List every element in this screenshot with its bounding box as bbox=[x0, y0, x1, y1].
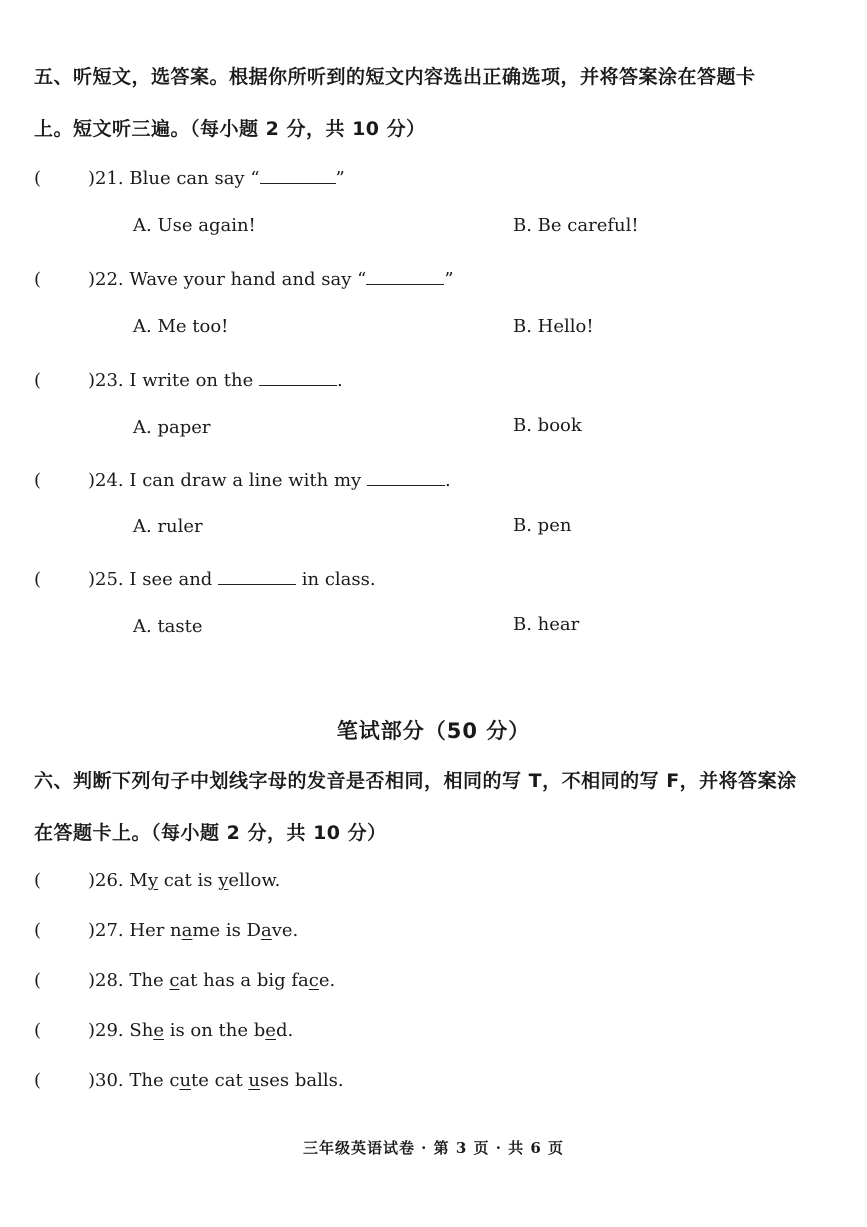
option-a[interactable]: A. paper bbox=[133, 417, 211, 438]
option-b[interactable]: B. hear bbox=[513, 614, 580, 635]
question-number: )21. bbox=[88, 168, 124, 189]
sentence-part: te cat bbox=[191, 1070, 249, 1091]
question-23 bbox=[34, 367, 343, 391]
answer-blank bbox=[260, 165, 336, 184]
question-number: )27. bbox=[88, 920, 124, 941]
underlined-letter: e bbox=[265, 1020, 276, 1041]
sentence-part: d. bbox=[275, 1020, 294, 1041]
question-text-end: in class. bbox=[296, 569, 376, 590]
option-a[interactable]: A. taste bbox=[133, 616, 203, 637]
answer-blank bbox=[366, 266, 444, 285]
underlined-letter: c bbox=[308, 970, 319, 991]
underlined-letter: y bbox=[218, 870, 229, 891]
underlined-letter: y bbox=[147, 870, 158, 891]
section6-instruction-line1: 六、判断下列句子中划线字母的发音是否相同，相同的写 T，不相同的写 F，并将答案涂 bbox=[34, 770, 797, 792]
option-b[interactable]: B. Be careful! bbox=[513, 215, 639, 236]
question-number: )28. bbox=[88, 970, 124, 991]
answer-blank bbox=[218, 566, 296, 585]
underlined-letter: c bbox=[169, 970, 180, 991]
question-30 bbox=[34, 1070, 344, 1091]
question-text: I can draw a line with my bbox=[123, 470, 367, 491]
page-footer: 三年级英语试卷 · 第 3 页 · 共 6 页 bbox=[302, 1139, 565, 1157]
underlined-letter: u bbox=[248, 1070, 260, 1091]
answer-paren[interactable]: ( bbox=[34, 569, 42, 590]
sentence-part: at has a big fa bbox=[179, 970, 309, 991]
sentence-part: Sh bbox=[123, 1020, 154, 1041]
answer-blank bbox=[367, 467, 445, 486]
question-24 bbox=[34, 467, 451, 491]
sentence-part: is on the b bbox=[163, 1020, 266, 1041]
question-number: )30. bbox=[88, 1070, 124, 1091]
written-section-title: 笔试部分（50 分） bbox=[336, 719, 531, 743]
question-27 bbox=[34, 920, 298, 941]
option-a[interactable]: A. Me too! bbox=[133, 316, 229, 337]
underlined-letter: u bbox=[179, 1070, 192, 1091]
option-b[interactable]: B. book bbox=[513, 415, 582, 436]
question-text: Blue can say “ bbox=[123, 168, 260, 189]
option-a[interactable]: A. Use again! bbox=[133, 215, 256, 236]
question-text: Wave your hand and say “ bbox=[123, 269, 367, 290]
answer-blank bbox=[259, 367, 337, 386]
answer-paren[interactable]: ( bbox=[34, 870, 42, 891]
sentence-part: e. bbox=[318, 970, 336, 991]
answer-paren[interactable]: ( bbox=[34, 920, 42, 941]
sentence-part: The c bbox=[123, 1070, 180, 1091]
question-28 bbox=[34, 970, 335, 991]
question-22 bbox=[34, 266, 454, 290]
sentence-part: cat is bbox=[157, 870, 219, 891]
question-text: I write on the bbox=[123, 370, 259, 391]
answer-paren[interactable]: ( bbox=[34, 370, 42, 391]
question-21 bbox=[34, 165, 345, 189]
answer-paren[interactable]: ( bbox=[34, 470, 42, 491]
question-text-end: ” bbox=[335, 168, 345, 189]
answer-paren[interactable]: ( bbox=[34, 269, 42, 290]
sentence-part: ses balls. bbox=[260, 1070, 344, 1091]
question-25 bbox=[34, 566, 376, 590]
question-text-end: . bbox=[444, 470, 451, 491]
question-26 bbox=[34, 870, 280, 891]
option-b[interactable]: B. pen bbox=[513, 515, 572, 536]
sentence-part: Her n bbox=[123, 920, 182, 941]
option-b[interactable]: B. Hello! bbox=[513, 316, 594, 337]
question-number: )22. bbox=[88, 269, 124, 290]
question-29 bbox=[34, 1020, 293, 1041]
answer-paren[interactable]: ( bbox=[34, 168, 42, 189]
sentence-part: ellow. bbox=[228, 870, 281, 891]
sentence-part: The bbox=[123, 970, 170, 991]
answer-paren[interactable]: ( bbox=[34, 970, 42, 991]
section5-instruction-line1: 五、听短文，选答案。根据你所听到的短文内容选出正确选项，并将答案涂在答题卡 bbox=[34, 66, 756, 88]
underlined-letter: e bbox=[153, 1020, 164, 1041]
question-text-end: . bbox=[336, 370, 343, 391]
answer-paren[interactable]: ( bbox=[34, 1070, 42, 1091]
sentence-part: me is D bbox=[192, 920, 261, 941]
question-number: )29. bbox=[88, 1020, 124, 1041]
option-a[interactable]: A. ruler bbox=[133, 516, 203, 537]
sentence-part: ve. bbox=[271, 920, 299, 941]
question-number: )23. bbox=[88, 370, 124, 391]
question-number: )26. bbox=[88, 870, 124, 891]
underlined-letter: a bbox=[181, 920, 193, 941]
underlined-letter: a bbox=[260, 920, 272, 941]
section6-instruction-line2: 在答题卡上。（每小题 2 分，共 10 分） bbox=[34, 822, 387, 844]
answer-paren[interactable]: ( bbox=[34, 1020, 42, 1041]
question-number: )25. bbox=[88, 569, 124, 590]
section5-instruction-line2: 上。短文听三遍。（每小题 2 分，共 10 分） bbox=[34, 118, 426, 140]
sentence-part: M bbox=[123, 870, 148, 891]
question-text: I see and bbox=[123, 569, 219, 590]
question-number: )24. bbox=[88, 470, 124, 491]
question-text-end: ” bbox=[444, 269, 454, 290]
